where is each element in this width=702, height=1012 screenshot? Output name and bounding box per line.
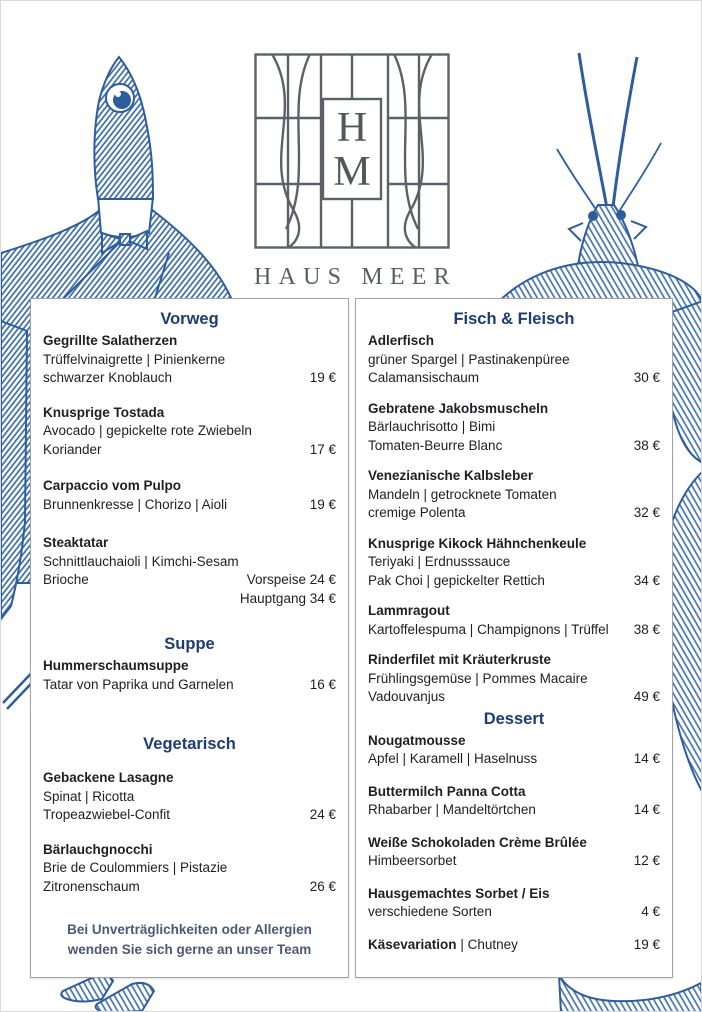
section-header-vegetarisch: Vegetarisch	[143, 735, 236, 753]
price: 19 €	[633, 936, 660, 952]
price: 4 €	[641, 904, 660, 919]
logo-letter-m: M	[333, 149, 371, 195]
menu-item: Venezianische Kalbsleber Mandeln | getrocknete Tomaten cremige Polenta 32 €	[368, 467, 660, 523]
price: 34 €	[633, 572, 660, 588]
haus-meer-logo	[254, 53, 457, 291]
price: 14 €	[633, 802, 660, 817]
menu-item: Lammragout Kartoffelespuma | Champignons | Trüffel 38 €	[368, 602, 660, 639]
menu-item: Rinderfilet mit Kräuterkruste Frühlingsgemüse | Pommes Macaire Vadouvanjus 49 €	[368, 651, 660, 707]
brand-wordmark: HAUS MEER	[254, 264, 457, 290]
price: 26 €	[309, 878, 336, 894]
price: 24 €	[309, 807, 336, 822]
allergy-note: Bei Unverträglichkeiten oder Allergien wenden Sie sich gerne an unser Team	[67, 922, 312, 957]
menu-item: Gebratene Jakobsmuscheln Bärlauchrisotto | Bimi Tomaten-Beurre Blanc 38 €	[368, 400, 660, 456]
price: 19 €	[309, 370, 336, 385]
price: 14 €	[633, 751, 660, 766]
menu-item: Käsevariation | Chutney 19 €	[368, 936, 660, 955]
menu-item: Nougatmousse Apfel | Karamell | Haselnuss 14 €	[368, 732, 660, 769]
menu-item: Steaktatar Schnittlauchaioli | Kimchi-Sesam Brioche Vorspeise 24 € Hauptgang 34 €	[43, 534, 336, 608]
section-header-fisch-fleisch: Fisch & Fleisch	[453, 310, 575, 328]
price: 16 €	[309, 676, 336, 692]
menu-panel-left	[30, 298, 349, 978]
menu-item: Buttermilch Panna Cotta Rhabarber | Mandeltörtchen 14 €	[368, 783, 660, 820]
menu-panel-right	[355, 298, 673, 978]
menu-item: Gegrillte Salatherzen Trüffelvinaigrette | Pinienkerne schwarzer Knoblauch 19 €	[43, 332, 336, 388]
price: 30 €	[633, 370, 660, 385]
price: 49 €	[633, 689, 660, 704]
price: 19 €	[309, 496, 336, 512]
menu-item: Adlerfisch grüner Spargel | Pastinakenpüree Calamansischaum 30 €	[368, 332, 660, 388]
price: 32 €	[633, 505, 660, 520]
menu-item: Hausgemachtes Sorbet / Eis verschiedene Sorten 4 €	[368, 885, 660, 922]
section-header-suppe: Suppe	[164, 635, 215, 653]
menu-item: Knusprige Tostada Avocado | gepickelte rote Zwiebeln Koriander 17 €	[43, 404, 336, 460]
price: 17 €	[309, 441, 336, 457]
price: 38 €	[633, 437, 660, 453]
logo-letter-h: H	[336, 105, 368, 151]
price: 38 €	[633, 621, 660, 637]
menu-item: Knusprige Kikock Hähnchenkeule Teriyaki | Erdnusssauce Pak Choi | gepickelter Rettich 34 €	[368, 535, 660, 591]
menu-item: Weiße Schokoladen Crème Brûlée Himbeersorbet 12 €	[368, 834, 660, 871]
logo-monogram-grid	[254, 53, 450, 249]
menu-item: Carpaccio vom Pulpo Brunnenkresse | Chorizo | Aioli 19 €	[43, 477, 336, 514]
price: Hauptgang 34 €	[239, 590, 336, 606]
menu-item: Hummerschaumsuppe Tatar von Paprika und Garnelen 16 €	[43, 657, 336, 694]
section-header-vorweg: Vorweg	[160, 310, 219, 328]
menu-item: Gebackene Lasagne Spinat | Ricotta Tropeazwiebel-Confit 24 €	[43, 769, 336, 825]
section-header-dessert: Dessert	[483, 709, 545, 728]
price: 12 €	[633, 853, 660, 868]
price: Vorspeise 24 €	[246, 572, 336, 587]
menu-item: Bärlauchgnocchi Brie de Coulommiers | Pistazie Zitronenschaum 26 €	[43, 841, 336, 897]
